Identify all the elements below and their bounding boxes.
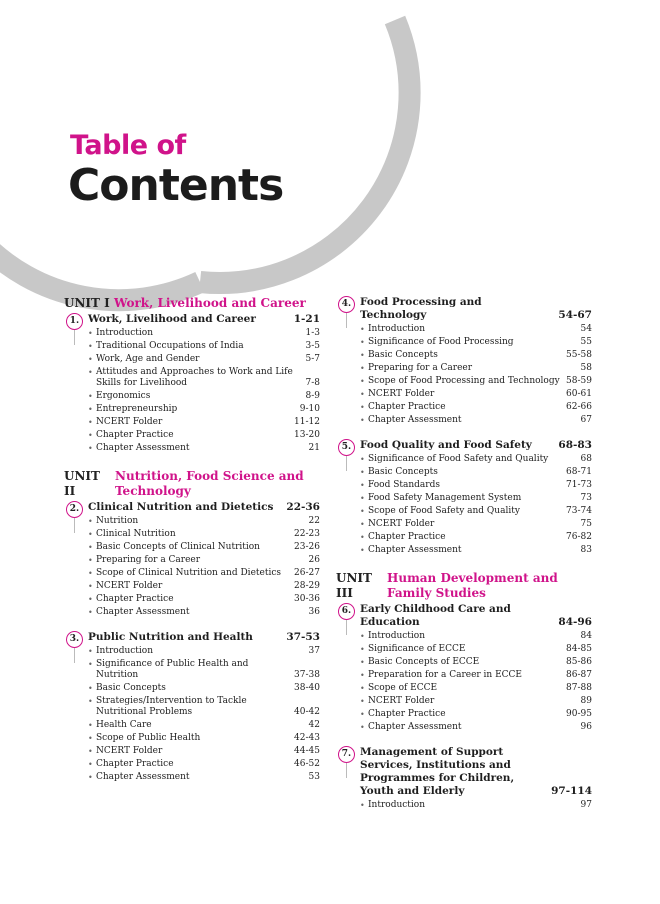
unit-heading — [336, 571, 592, 601]
topic-title: • Chapter Assessment — [368, 415, 462, 425]
chapter-pages: 84-96 — [558, 616, 592, 628]
topic-pages: 84 — [580, 631, 592, 641]
chapter-title: Public Nutrition and Health — [88, 631, 253, 643]
topic-item[interactable] — [360, 708, 592, 721]
chapter-entry[interactable] — [336, 746, 592, 812]
chapter-number-badge: 3. — [66, 631, 83, 648]
topic-item[interactable] — [360, 492, 592, 505]
topic-pages: 8-9 — [305, 391, 320, 401]
topic-item[interactable] — [360, 630, 592, 643]
topic-title: • Introduction — [96, 646, 153, 656]
topic-pages: 42 — [308, 720, 320, 730]
topic-title: • Introduction — [96, 328, 153, 338]
topic-item[interactable] — [360, 721, 592, 734]
topic-item[interactable] — [88, 758, 320, 771]
chapter-pages: 37-53 — [286, 631, 320, 643]
topic-pages: 36 — [308, 607, 320, 617]
topic-pages: 13-20 — [294, 430, 320, 440]
page-title-line1: Table of — [70, 130, 186, 161]
topic-pages: 60-61 — [566, 389, 592, 399]
topic-title: • Food Safety Management System — [368, 493, 522, 503]
topic-pages: 11-12 — [294, 417, 320, 427]
topic-item[interactable] — [88, 327, 320, 340]
topic-title: • Preparing for a Career — [96, 555, 201, 565]
topic-title: • Entrepreneurship — [96, 404, 178, 414]
topic-title: • Significance of Food Processing — [368, 337, 514, 347]
topic-item[interactable] — [360, 643, 592, 656]
chapter-title: Management of Support Services, Institutions and Programmes for Children, Youth and Elderly — [360, 746, 515, 797]
topic-pages: 55-58 — [566, 350, 592, 360]
topic-pages: 67 — [580, 415, 592, 425]
topic-pages: 58 — [580, 363, 592, 373]
topic-item[interactable] — [360, 695, 592, 708]
topic-item[interactable] — [360, 388, 592, 401]
topic-title: • Chapter Practice — [368, 709, 446, 719]
unit-title: Nutrition, Food Science and Technology — [115, 469, 304, 498]
topic-item[interactable] — [360, 414, 592, 427]
topic-item[interactable] — [88, 695, 320, 719]
chapter-pages: 54-67 — [558, 309, 592, 321]
topic-item[interactable] — [88, 606, 320, 619]
topic-title: • Basic Concepts of ECCE — [368, 657, 480, 667]
topic-item[interactable] — [88, 719, 320, 732]
chapter-heading[interactable] — [360, 296, 592, 322]
topic-pages: 26-27 — [294, 568, 320, 578]
topic-pages: 7-8 — [305, 378, 320, 388]
topic-pages: 86-87 — [566, 670, 592, 680]
topic-pages: 73 — [580, 493, 592, 503]
chapter-entry[interactable] — [64, 501, 320, 619]
topic-title: • Basic Concepts — [96, 683, 166, 693]
chapter-pages: 97-114 — [551, 785, 592, 797]
topic-title: • Chapter Practice — [96, 759, 174, 769]
topic-item[interactable] — [88, 442, 320, 455]
topic-item[interactable] — [88, 732, 320, 745]
topic-pages: 40-42 — [294, 707, 320, 717]
topic-pages: 58-59 — [566, 376, 592, 386]
chapter-pages: 1-21 — [293, 313, 320, 325]
topic-title: • Significance of ECCE — [368, 644, 466, 654]
chapter-title: Clinical Nutrition and Dietetics — [88, 501, 274, 513]
topic-item[interactable] — [88, 390, 320, 403]
topic-title: • Preparing for a Career — [368, 363, 473, 373]
unit-number: UNIT III — [336, 571, 372, 600]
topic-pages: 21 — [308, 443, 320, 453]
topic-title: • Scope of Clinical Nutrition and Dietetics — [96, 568, 281, 578]
topic-title: • Chapter Practice — [368, 402, 446, 412]
topic-item[interactable] — [88, 745, 320, 758]
topic-pages: 28-29 — [294, 581, 320, 591]
topic-pages: 38-40 — [294, 683, 320, 693]
topic-pages: 54 — [580, 324, 592, 334]
chapter-entry[interactable] — [336, 439, 592, 557]
toc-left-column — [64, 296, 320, 784]
topic-pages: 96 — [580, 722, 592, 732]
topic-item[interactable] — [360, 656, 592, 669]
topic-pages: 22 — [308, 516, 320, 526]
topic-pages: 62-66 — [566, 402, 592, 412]
topic-item[interactable] — [88, 580, 320, 593]
topic-title: • Chapter Practice — [368, 532, 446, 542]
topic-pages: 53 — [308, 772, 320, 782]
topic-pages: 89 — [580, 696, 592, 706]
chapter-number-badge: 5. — [338, 439, 355, 456]
topic-title: • Introduction — [368, 800, 425, 810]
topic-item[interactable] — [88, 353, 320, 366]
topic-title: • Preparation for a Career in ECCE — [368, 670, 523, 680]
unit-title: Human Development and Family Studies — [387, 571, 558, 600]
chapter-title: Food Quality and Food Safety — [360, 439, 532, 451]
topic-title: • NCERT Folder — [368, 389, 435, 399]
topic-pages: 42-43 — [294, 733, 320, 743]
topic-pages: 26 — [308, 555, 320, 565]
topic-title: • Chapter Practice — [96, 594, 174, 604]
topic-item[interactable] — [360, 799, 592, 812]
topic-item[interactable] — [360, 323, 592, 336]
chapter-title: Early Childhood Care and Education — [360, 603, 511, 628]
chapter-heading[interactable] — [360, 603, 592, 629]
topic-pages: 46-52 — [294, 759, 320, 769]
topic-title: • Food Standards — [368, 480, 440, 490]
chapter-pages: 22-36 — [286, 501, 320, 513]
unit-number: UNIT II — [64, 469, 100, 498]
chapter-entry[interactable] — [336, 296, 592, 427]
topic-item[interactable] — [360, 401, 592, 414]
topic-title: • Scope of Food Processing and Technology — [368, 376, 560, 386]
topic-item[interactable] — [360, 349, 592, 362]
chapter-number-badge: 6. — [338, 603, 355, 620]
topic-title: • Basic Concepts of Clinical Nutrition — [96, 542, 260, 552]
topic-item[interactable] — [88, 515, 320, 528]
chapter-heading[interactable] — [88, 313, 320, 326]
topic-item[interactable] — [88, 403, 320, 416]
topic-item[interactable] — [360, 518, 592, 531]
topic-pages: 30-36 — [294, 594, 320, 604]
topic-title: • NCERT Folder — [96, 581, 163, 591]
topic-item[interactable] — [88, 771, 320, 784]
topic-pages: 9-10 — [299, 404, 320, 414]
chapter-entry[interactable] — [336, 603, 592, 734]
topic-item[interactable] — [360, 453, 592, 466]
topic-pages: 90-95 — [566, 709, 592, 719]
topic-title: • Chapter Assessment — [96, 443, 190, 453]
chapter-heading[interactable] — [360, 746, 592, 798]
topic-title: • Work, Age and Gender — [96, 354, 200, 364]
topic-pages: 85-86 — [566, 657, 592, 667]
topic-title: • Chapter Practice — [96, 430, 174, 440]
topic-item[interactable] — [360, 479, 592, 492]
chapter-number-badge: 2. — [66, 501, 83, 518]
topic-pages: 97 — [580, 800, 592, 810]
topic-item[interactable] — [360, 669, 592, 682]
unit-number: UNIT I — [64, 296, 110, 310]
topic-pages: 37-38 — [294, 670, 320, 680]
topic-pages: 75 — [580, 519, 592, 529]
topic-pages: 23-26 — [294, 542, 320, 552]
topic-item[interactable] — [88, 658, 320, 682]
topic-pages: 3-5 — [305, 341, 320, 351]
topic-title: • Basic Concepts — [368, 350, 438, 360]
topic-pages: 55 — [580, 337, 592, 347]
topic-item[interactable] — [88, 645, 320, 658]
topic-item[interactable] — [88, 593, 320, 606]
chapter-pages: 68-83 — [558, 439, 592, 451]
chapter-number-badge: 4. — [338, 296, 355, 313]
topic-title: • Chapter Assessment — [96, 772, 190, 782]
topic-title: • Significance of Food Safety and Quality — [368, 454, 549, 464]
topic-title: • Significance of Public Health and Nutrition — [96, 659, 249, 680]
topic-title: • Chapter Assessment — [96, 607, 190, 617]
topic-item[interactable] — [88, 340, 320, 353]
chapter-entry[interactable] — [64, 313, 320, 455]
topic-title: • Clinical Nutrition — [96, 529, 176, 539]
topic-pages: 68 — [580, 454, 592, 464]
topic-title: • Introduction — [368, 631, 425, 641]
unit-heading — [64, 469, 320, 499]
page-title-line2: Contents — [68, 160, 284, 211]
unit-title: Work, Livelihood and Career — [113, 296, 306, 310]
topic-pages: 44-45 — [294, 746, 320, 756]
topic-title: • Basic Concepts — [368, 467, 438, 477]
topic-item[interactable] — [88, 554, 320, 567]
topic-title: • Traditional Occupations of India — [96, 341, 244, 351]
topic-item[interactable] — [88, 429, 320, 442]
topic-item[interactable] — [88, 541, 320, 554]
topic-title: • Scope of ECCE — [368, 683, 438, 693]
topic-pages: 76-82 — [566, 532, 592, 542]
topic-item[interactable] — [360, 336, 592, 349]
topic-pages: 37 — [308, 646, 320, 656]
toc-right-column — [336, 296, 592, 812]
topic-title: • Strategies/Intervention to Tackle Nutritional Problems — [96, 696, 247, 717]
topic-pages: 5-7 — [305, 354, 320, 364]
topic-item[interactable] — [88, 416, 320, 429]
topic-title: • NCERT Folder — [96, 746, 163, 756]
topic-title: • Introduction — [368, 324, 425, 334]
topic-item[interactable] — [360, 375, 592, 388]
topic-item[interactable] — [360, 505, 592, 518]
topic-item[interactable] — [360, 531, 592, 544]
topic-pages: 71-73 — [566, 480, 592, 490]
topic-pages: 83 — [580, 545, 592, 555]
topic-item[interactable] — [88, 567, 320, 580]
topic-pages: 68-71 — [566, 467, 592, 477]
topic-pages: 73-74 — [566, 506, 592, 516]
topic-item[interactable] — [88, 682, 320, 695]
topic-pages: 1-3 — [305, 328, 320, 338]
chapter-number-badge: 7. — [338, 746, 355, 763]
topic-title: • Scope of Public Health — [96, 733, 201, 743]
chapter-number-badge: 1. — [66, 313, 83, 330]
topic-title: • Health Care — [96, 720, 152, 730]
chapter-heading[interactable] — [88, 501, 320, 514]
chapter-title: Food Processing and Technology — [360, 296, 482, 321]
topic-title: • NCERT Folder — [368, 696, 435, 706]
topic-item[interactable] — [360, 682, 592, 695]
topic-title: • Scope of Food Safety and Quality — [368, 506, 520, 516]
topic-item[interactable] — [360, 362, 592, 375]
topic-pages: 84-85 — [566, 644, 592, 654]
topic-item[interactable] — [360, 466, 592, 479]
chapter-heading[interactable] — [88, 631, 320, 644]
topic-item[interactable] — [360, 544, 592, 557]
topic-title: • NCERT Folder — [368, 519, 435, 529]
topic-title: • Ergonomics — [96, 391, 151, 401]
chapter-heading[interactable] — [360, 439, 592, 452]
topic-pages: 22-23 — [294, 529, 320, 539]
topic-title: • NCERT Folder — [96, 417, 163, 427]
topic-title: • Chapter Assessment — [368, 545, 462, 555]
topic-pages: 87-88 — [566, 683, 592, 693]
topic-title: • Attitudes and Approaches to Work and Life Skills for Livelihood — [96, 367, 293, 388]
chapter-title: Work, Livelihood and Career — [88, 313, 256, 325]
chapter-entry[interactable] — [64, 631, 320, 784]
topic-item[interactable] — [88, 366, 320, 390]
topic-title: • Chapter Assessment — [368, 722, 462, 732]
topic-title: • Nutrition — [96, 516, 139, 526]
unit-heading — [64, 296, 320, 311]
topic-item[interactable] — [88, 528, 320, 541]
